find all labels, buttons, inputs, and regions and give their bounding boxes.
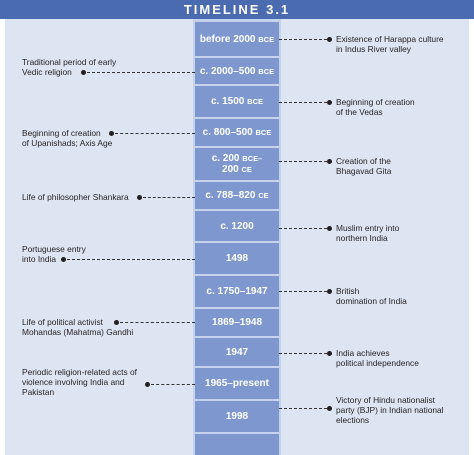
- date-cell: [195, 148, 279, 180]
- connector-dot: [81, 70, 86, 75]
- connector-dot: [327, 226, 332, 231]
- date-cell: [195, 276, 279, 307]
- connector-dot: [327, 289, 332, 294]
- right-event: [336, 395, 470, 425]
- connector-line: [279, 408, 327, 409]
- event-text: Beginning of creation: [336, 97, 415, 107]
- date-text: 1947: [225, 346, 249, 358]
- date-cell: [195, 401, 279, 432]
- event-text: Life of philosopher Shankara: [22, 192, 129, 202]
- connector-dot: [327, 406, 332, 411]
- connector-dot: [145, 382, 150, 387]
- event-text: Life of political activist: [22, 317, 103, 327]
- date-suffix: CE: [258, 191, 269, 200]
- connector-line: [279, 161, 327, 162]
- date-suffix: BCE–: [242, 154, 263, 163]
- left-event: [22, 128, 192, 148]
- right-event: [336, 156, 470, 176]
- date-cell: [195, 368, 279, 399]
- event-text: Victory of Hindu nationalist: [336, 395, 436, 405]
- date-suffix: BCE: [258, 66, 275, 76]
- event-text: Pakistan: [22, 387, 55, 397]
- event-text: India achieves: [336, 348, 390, 358]
- date-cell: [195, 58, 279, 84]
- connector-line: [143, 197, 195, 198]
- connector-line: [120, 322, 195, 323]
- date-text: c. 800–500: [202, 127, 253, 138]
- date-text: c. 2000–500: [199, 65, 256, 77]
- event-text: northern India: [336, 233, 388, 243]
- connector-dot: [109, 131, 114, 136]
- date-text: c. 788–820: [205, 190, 256, 201]
- right-event: [336, 348, 470, 368]
- date-cell: [195, 338, 279, 366]
- connector-line: [279, 228, 327, 229]
- event-text: domination of India: [336, 296, 407, 306]
- timeline-title: TIMELINE 3.1: [0, 0, 474, 19]
- event-text: Existence of Harappa culture: [336, 34, 444, 44]
- date-text: c. 1750–1947: [206, 286, 268, 297]
- date-text: c. 200: [211, 153, 240, 164]
- date-text: c. 1500: [211, 96, 245, 107]
- date-suffix: BCE: [258, 34, 275, 44]
- event-text: British: [336, 286, 360, 296]
- connector-line: [115, 133, 195, 134]
- connector-line: [279, 39, 327, 40]
- event-text: Portuguese entry: [22, 244, 86, 254]
- date-cell: [195, 309, 279, 336]
- event-text: into India: [22, 254, 56, 264]
- event-text: Mohandas (Mahatma) Gandhi: [22, 327, 134, 337]
- event-text: political independence: [336, 358, 419, 368]
- date-suffix: BCE: [255, 128, 272, 137]
- connector-line: [151, 384, 195, 385]
- connector-dot: [61, 257, 66, 262]
- event-text: Periodic religion-related acts of: [22, 367, 137, 377]
- event-text: of the Vedas: [336, 107, 383, 117]
- date-cell: [195, 22, 279, 56]
- date-text: 200: [222, 164, 239, 175]
- date-text: before 2000: [199, 33, 256, 45]
- connector-dot: [327, 37, 332, 42]
- date-suffix: BCE: [247, 97, 263, 106]
- right-event: [336, 286, 470, 306]
- date-cell: [195, 119, 279, 146]
- date-text: c. 1200: [220, 220, 254, 232]
- date-cell: [195, 211, 279, 241]
- connector-dot: [327, 159, 332, 164]
- connector-line: [87, 72, 195, 73]
- date-suffix: CE: [241, 165, 252, 174]
- connector-dot: [114, 320, 119, 325]
- connector-dot: [327, 351, 332, 356]
- right-event: [336, 34, 470, 54]
- date-cell-empty: [195, 434, 279, 455]
- event-text: Bhagavad Gita: [336, 166, 392, 176]
- date-cell: [195, 86, 279, 117]
- connector-line: [279, 353, 327, 354]
- date-text: 1498: [225, 253, 249, 264]
- connector-line: [279, 291, 327, 292]
- date-text: 1869–1948: [211, 317, 263, 328]
- connector-dot: [137, 195, 142, 200]
- right-event: [336, 97, 470, 117]
- date-cell: [195, 243, 279, 274]
- event-text: Muslim entry into: [336, 223, 400, 233]
- date-text: 1998: [225, 411, 249, 422]
- left-event: [22, 244, 192, 264]
- event-text: Traditional period of early: [22, 57, 117, 67]
- date-text: 1965–present: [205, 378, 269, 389]
- left-event: [22, 57, 192, 77]
- event-text: Beginning of creation: [22, 128, 101, 138]
- event-text: Vedic religion: [22, 67, 72, 77]
- date-cell: [195, 182, 279, 209]
- event-text: in Indus River valley: [336, 44, 411, 54]
- connector-dot: [327, 100, 332, 105]
- left-event: [22, 317, 192, 337]
- event-text: violence involving India and: [22, 377, 125, 387]
- event-text: of Upanishads; Axis Age: [22, 138, 113, 148]
- connector-line: [279, 102, 327, 103]
- right-event: [336, 223, 470, 243]
- event-text: party (BJP) in Indian national: [336, 405, 444, 415]
- connector-line: [67, 259, 195, 260]
- event-text: Creation of the: [336, 156, 391, 166]
- event-text: elections: [336, 415, 370, 425]
- left-event: [22, 367, 192, 397]
